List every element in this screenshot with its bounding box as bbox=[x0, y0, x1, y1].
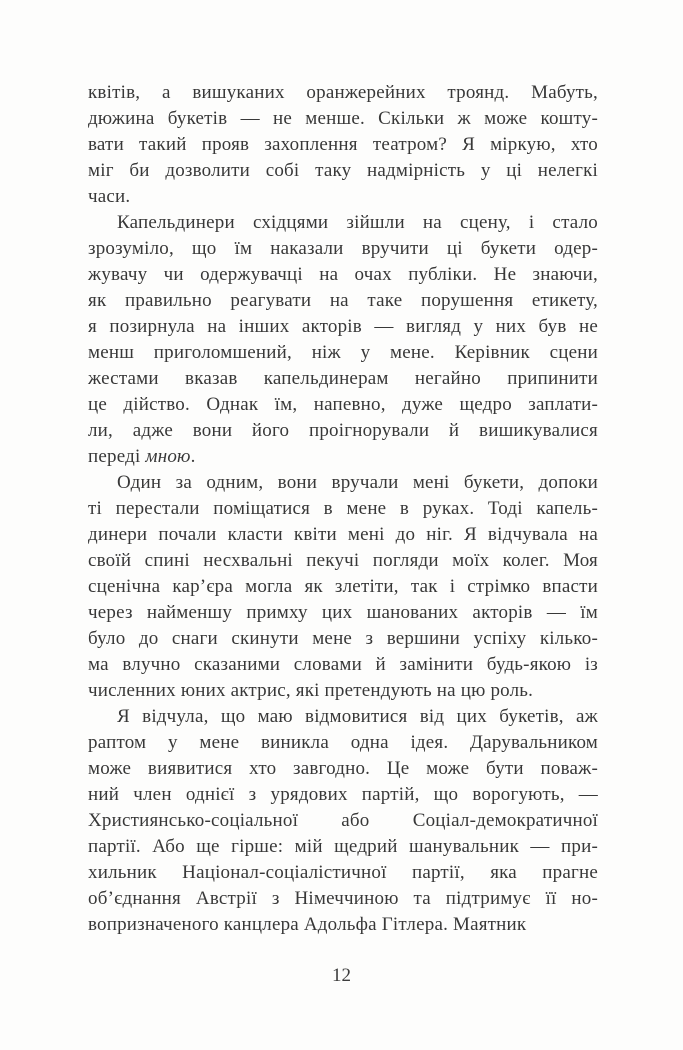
text-line: було до снаги скинути мене з вершини успіху кілько- bbox=[88, 628, 598, 649]
text-line: часи. bbox=[88, 186, 131, 207]
text-line: численних юних актрис, які претендують на цю роль. bbox=[88, 680, 534, 701]
text-line: ма влучно сказаними словами й замінити будь-якою із bbox=[88, 654, 598, 675]
text-line: міг би дозволити собі таку надмірність у ці нелегкі bbox=[88, 160, 598, 181]
text-line: раптом у мене виникла одна ідея. Дарувальником bbox=[88, 732, 598, 753]
text-line: вопризначеного канцлера Адольфа Гітлера. Маятник bbox=[88, 914, 527, 935]
paragraph bbox=[88, 704, 598, 938]
text-line: Я відчула, що маю відмовитися від цих букетів, аж bbox=[117, 706, 598, 727]
text-line: Капельдинери східцями зійшли на сцену, і стало bbox=[117, 212, 598, 233]
text-line: ли, адже вони його проігнорували й вишикувалися bbox=[88, 420, 598, 441]
text-line: динери почали класти квіти мені до ніг. Я відчувала на bbox=[88, 524, 598, 545]
paragraph bbox=[88, 470, 598, 704]
page-number: 12 bbox=[332, 965, 351, 986]
text-line: ний член однієї з урядових партій, що ворогують, — bbox=[88, 784, 598, 805]
text-line: квітів, а вишуканих оранжерейних троянд. Мабуть, bbox=[88, 82, 598, 103]
text-line: це дійство. Однак їм, напевно, дуже щедро заплати- bbox=[88, 394, 598, 415]
text-line: жестами вказав капельдинерам негайно припинити bbox=[88, 368, 598, 389]
text-line: жувачу чи одержувачці на очах публіки. Не знаючи, bbox=[88, 264, 598, 285]
text-line: Християнсько-соціальної або Соціал-демократичної bbox=[88, 810, 598, 831]
text-line: менш приголомшений, ніж у мене. Керівник сцени bbox=[88, 342, 598, 363]
text-line: зрозуміло, що їм наказали вручити ці букети одер- bbox=[88, 238, 598, 259]
text-line: своїй спині несхвальні пекучі погляди моїх колег. Моя bbox=[88, 550, 598, 571]
paragraph bbox=[88, 210, 598, 470]
text-line: Один за одним, вони вручали мені букети, допоки bbox=[117, 472, 598, 493]
text-line: партії. Або ще гірше: мій щедрий шанувальник — при- bbox=[88, 836, 598, 857]
text-line: хильник Націонал-соціалістичної партії, яка прагне bbox=[88, 862, 598, 883]
text-line: може виявитися хто завгодно. Це може бути поваж- bbox=[88, 758, 598, 779]
text-line: через найменшу примху цих шанованих акторів — їм bbox=[88, 602, 598, 623]
text-segment: переді bbox=[88, 446, 146, 467]
text-line: дюжина букетів — не менше. Скільки ж може кошту- bbox=[88, 108, 598, 129]
text-line: об’єднання Австрії з Німеччиною та підтримує її но- bbox=[88, 888, 598, 909]
text-line: як правильно реагувати на таке порушення етикету, bbox=[88, 290, 598, 311]
text-segment: . bbox=[190, 446, 196, 467]
page-text bbox=[88, 80, 598, 938]
italic-text: мною bbox=[145, 446, 191, 467]
text-line bbox=[88, 444, 598, 470]
text-line: вати такий прояв захоплення театром? Я міркую, хто bbox=[88, 134, 598, 155]
text-line: сценічна кар’єра могла як злетіти, так і стрімко впасти bbox=[88, 576, 598, 597]
text-line: ті перестали поміщатися в мене в руках. Тоді капель- bbox=[88, 498, 598, 519]
text-line: я позирнула на інших акторів — вигляд у них був не bbox=[88, 316, 598, 337]
paragraph bbox=[88, 80, 598, 210]
